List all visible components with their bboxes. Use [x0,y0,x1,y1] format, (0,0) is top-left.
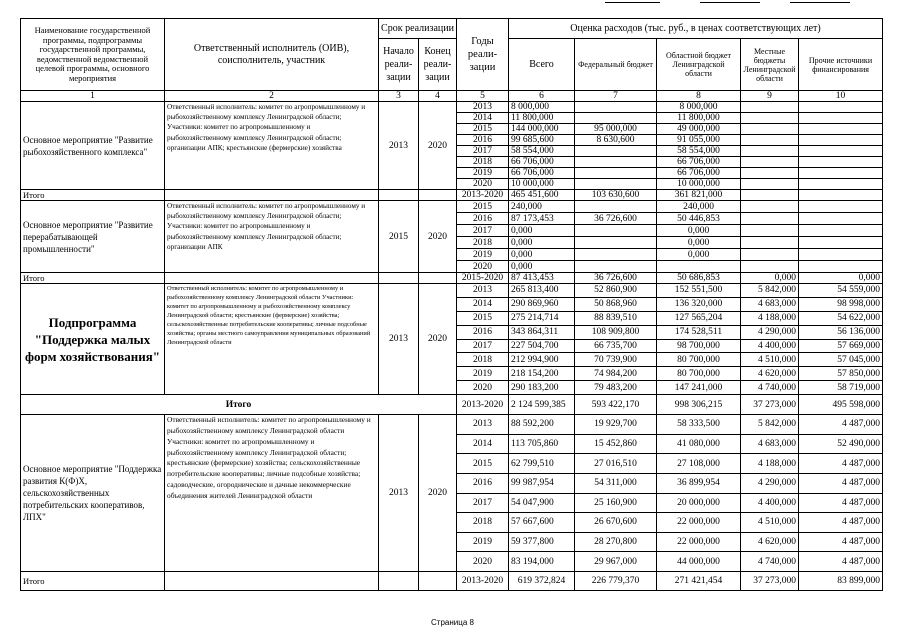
federal-cell: 88 839,510 [575,311,657,325]
federal-cell: 79 483,200 [575,381,657,395]
regional-cell: 147 241,000 [657,381,741,395]
other-cell [799,201,883,213]
regional-cell: 240,000 [657,201,741,213]
other-cell [799,102,883,113]
year-cell: 2020 [457,179,509,190]
local-cell [741,135,799,146]
top-border-line-left [605,2,660,3]
header-term-group: Срок реализации [379,19,457,39]
year-cell: 2017 [457,225,509,237]
regional-cell: 80 700,000 [657,367,741,381]
total-cell: 212 994,900 [509,353,575,367]
other-cell: 4 487,000 [799,473,883,493]
total-cell: 11 800,000 [509,113,575,124]
year-cell: 2016 [457,213,509,225]
table-row [21,102,883,113]
itogo-federal: 36 726,600 [575,273,657,284]
table-row [21,284,883,298]
table-body [21,19,883,591]
federal-cell [575,225,657,237]
other-cell: 54 559,000 [799,284,883,298]
responsible-executor: Ответственный исполнитель: комитет по агропромышленному и рыбохозяйственному комплексу Ленинградской области; Участники: комитет по агропромышленному и рыбохозяйственному комплексу Ленинградской области; организации АПК [165,201,379,273]
measure-name: Основное мероприятие "Развитие рыбохозяйственного комплекса" [21,102,165,190]
total-cell: 0,000 [509,225,575,237]
local-cell [741,179,799,190]
year-cell: 2014 [457,113,509,124]
regional-cell: 20 000,000 [657,493,741,513]
local-cell [741,225,799,237]
itogo-regional: 50 686,853 [657,273,741,284]
local-cell: 4 400,000 [741,493,799,513]
regional-cell: 0,000 [657,237,741,249]
itogo-local: 37 273,000 [741,571,799,590]
total-cell: 54 047,900 [509,493,575,513]
local-cell: 5 842,000 [741,284,799,298]
end-year: 2020 [419,102,457,190]
other-cell [799,135,883,146]
measure-name: Основное мероприятие "Развитие перерабатывающей промышленности" [21,201,165,273]
year-cell: 2020 [457,381,509,395]
itogo-local [741,190,799,201]
total-cell: 83 194,000 [509,552,575,572]
federal-cell: 95 000,000 [575,124,657,135]
year-cell: 2017 [457,339,509,353]
regional-cell: 36 899,954 [657,473,741,493]
itogo-row [21,571,883,590]
header-years: Годы реали-зации [457,19,509,91]
year-cell: 2013 [457,284,509,298]
regional-cell: 152 551,500 [657,284,741,298]
year-cell: 2015 [457,124,509,135]
other-cell [799,249,883,261]
local-cell [741,249,799,261]
federal-cell: 54 311,000 [575,473,657,493]
federal-cell [575,201,657,213]
total-cell: 0,000 [509,249,575,261]
other-cell [799,146,883,157]
start-year: 2015 [379,201,419,273]
itogo-other [799,190,883,201]
federal-cell: 29 967,000 [575,552,657,572]
other-cell: 4 487,000 [799,493,883,513]
other-cell [799,124,883,135]
other-cell [799,213,883,225]
empty-cell [165,571,379,590]
year-cell: 2017 [457,146,509,157]
header-local: Местные бюджеты Ленинградской области [741,39,799,91]
federal-cell [575,261,657,273]
year-cell: 2016 [457,473,509,493]
other-cell: 4 487,000 [799,415,883,435]
total-cell: 227 504,700 [509,339,575,353]
regional-cell: 41 080,000 [657,434,741,454]
start-year: 2013 [379,102,419,190]
local-cell: 4 510,000 [741,513,799,533]
total-cell: 265 813,400 [509,284,575,298]
year-cell: 2020 [457,261,509,273]
regional-cell: 0,000 [657,225,741,237]
local-cell: 4 620,000 [741,532,799,552]
federal-cell [575,168,657,179]
local-cell [741,168,799,179]
top-border-line-mid [700,2,760,3]
federal-cell [575,179,657,190]
column-numbers-row [21,91,883,102]
other-cell: 4 487,000 [799,454,883,474]
local-cell: 5 842,000 [741,415,799,435]
itogo-label: Итого [21,190,165,201]
federal-cell: 74 984,200 [575,367,657,381]
itogo-federal: 103 630,600 [575,190,657,201]
total-cell: 113 705,860 [509,434,575,454]
other-cell [799,261,883,273]
year-cell: 2018 [457,157,509,168]
itogo-year: 2013-2020 [457,571,509,590]
responsible-executor: Ответственный исполнитель: комитет по агропромышленному и рыбохозяйственному комплексу Ленинградской области Участники: комитет по агропромышленному и рыбохозяйственному комплексу Ленинградской области; крестьянские (фермерские) хозяйства; сельскохозяйственные потребительские кооперативы; личные подсобные хозяйства; садоводческие, огороднические и дачные некоммерческие объединения жителей Ленинградской области [165,415,379,572]
year-cell: 2016 [457,325,509,339]
other-cell: 52 490,000 [799,434,883,454]
other-cell [799,168,883,179]
local-cell [741,113,799,124]
federal-cell: 52 860,900 [575,284,657,298]
year-cell: 2015 [457,201,509,213]
table-row [21,415,883,435]
year-cell: 2015 [457,454,509,474]
total-cell: 99 685,600 [509,135,575,146]
budget-table [20,18,883,591]
empty-cell [379,571,419,590]
federal-cell: 8 630,600 [575,135,657,146]
other-cell: 58 719,000 [799,381,883,395]
col-number: 9 [741,91,799,102]
year-cell: 2013 [457,415,509,435]
federal-cell [575,237,657,249]
federal-cell [575,157,657,168]
responsible-executor: Ответственный исполнитель: комитет по агропромышленному и рыбохозяйственному комплексу Ленинградской области; Участники: комитет по агропромышленному и рыбохозяйственному комплексу Ленинградской области; организации АПК; крестьянские (фермерские) хозяйства [165,102,379,190]
itogo-regional: 998 306,215 [657,395,741,415]
col-number: 1 [21,91,165,102]
federal-cell [575,102,657,113]
col-number: 5 [457,91,509,102]
total-cell: 240,000 [509,201,575,213]
local-cell: 4 188,000 [741,454,799,474]
total-cell: 87 173,453 [509,213,575,225]
header-regional: Областной бюджет Ленинградской области [657,39,741,91]
itogo-row [21,273,883,284]
page-number: Страница 8 [431,618,474,627]
total-cell: 58 554,000 [509,146,575,157]
local-cell: 4 400,000 [741,339,799,353]
federal-cell: 70 739,900 [575,353,657,367]
year-cell: 2020 [457,552,509,572]
itogo-other: 495 598,000 [799,395,883,415]
local-cell: 4 683,000 [741,297,799,311]
regional-cell: 49 000,000 [657,124,741,135]
total-cell: 62 799,510 [509,454,575,474]
end-year: 2020 [419,284,457,395]
local-cell [741,213,799,225]
federal-cell: 108 909,800 [575,325,657,339]
empty-cell [165,273,379,284]
col-number: 6 [509,91,575,102]
header-col-responsible: Ответственный исполнитель (ОИВ), соисполнитель, участник [165,19,379,91]
empty-cell [419,571,457,590]
local-cell [741,261,799,273]
header-total: Всего [509,39,575,91]
other-cell: 57 669,000 [799,339,883,353]
other-cell [799,179,883,190]
itogo-year: 2015-2020 [457,273,509,284]
total-cell: 343 864,311 [509,325,575,339]
local-cell [741,146,799,157]
header-cost-group: Оценка расходов (тыс. руб., в ценах соответствующих лет) [509,19,883,39]
total-cell: 66 706,000 [509,157,575,168]
other-cell [799,113,883,124]
regional-cell: 91 055,000 [657,135,741,146]
local-cell: 4 740,000 [741,552,799,572]
itogo-regional: 361 821,000 [657,190,741,201]
total-cell: 0,000 [509,261,575,273]
total-cell: 99 987,954 [509,473,575,493]
regional-cell: 22 000,000 [657,532,741,552]
empty-cell [419,190,457,201]
federal-cell: 19 929,700 [575,415,657,435]
itogo-year: 2013-2020 [457,395,509,415]
federal-cell: 25 160,900 [575,493,657,513]
other-cell [799,237,883,249]
empty-cell [419,273,457,284]
measure-name: Подпрограмма "Поддержка малых форм хозяйствования" [21,284,165,395]
federal-cell: 36 726,600 [575,213,657,225]
itogo-label: Итого [21,273,165,284]
year-cell: 2013 [457,102,509,113]
other-cell: 57 045,000 [799,353,883,367]
federal-cell [575,113,657,124]
total-cell: 59 377,800 [509,532,575,552]
local-cell [741,201,799,213]
local-cell: 4 290,000 [741,473,799,493]
col-number: 10 [799,91,883,102]
local-cell [741,157,799,168]
federal-cell [575,146,657,157]
local-cell [741,102,799,113]
itogo-total: 2 124 599,385 [509,395,575,415]
regional-cell: 174 528,511 [657,325,741,339]
header-row-1 [21,19,883,39]
regional-cell: 66 706,000 [657,168,741,179]
top-border-line-right [790,2,850,3]
itogo-row [21,190,883,201]
regional-cell: 98 700,000 [657,339,741,353]
regional-cell: 22 000,000 [657,513,741,533]
header-term-start: Начало реали-зации [379,39,419,91]
federal-cell: 66 735,700 [575,339,657,353]
empty-cell [379,273,419,284]
header-other: Прочие источники финансирования [799,39,883,91]
col-number: 3 [379,91,419,102]
local-cell: 4 740,000 [741,381,799,395]
regional-cell: 136 320,000 [657,297,741,311]
regional-cell: 0,000 [657,249,741,261]
year-cell: 2018 [457,353,509,367]
table-row [21,201,883,213]
local-cell: 4 290,000 [741,325,799,339]
year-cell: 2019 [457,249,509,261]
measure-name: Основное мероприятие "Поддержка развития К(Ф)Х, сельскохозяйственных потребительских кооперативов, ЛПХ" [21,415,165,572]
other-cell: 54 622,000 [799,311,883,325]
total-cell: 88 592,200 [509,415,575,435]
regional-cell: 58 554,000 [657,146,741,157]
year-cell: 2016 [457,135,509,146]
end-year: 2020 [419,415,457,572]
total-cell: 0,000 [509,237,575,249]
federal-cell: 50 868,960 [575,297,657,311]
other-cell [799,225,883,237]
total-cell: 8 000,000 [509,102,575,113]
other-cell [799,157,883,168]
regional-cell: 27 108,000 [657,454,741,474]
regional-cell: 66 706,000 [657,157,741,168]
federal-cell: 28 270,800 [575,532,657,552]
other-cell: 56 136,000 [799,325,883,339]
local-cell [741,124,799,135]
itogo-regional: 271 421,454 [657,571,741,590]
total-cell: 290 869,960 [509,297,575,311]
regional-cell: 10 000,000 [657,179,741,190]
itogo-local: 0,000 [741,273,799,284]
itogo-local: 37 273,000 [741,395,799,415]
year-cell: 2014 [457,297,509,311]
header-federal: Федеральный бюджет [575,39,657,91]
itogo-federal: 226 779,370 [575,571,657,590]
empty-cell [165,190,379,201]
year-cell: 2019 [457,367,509,381]
col-number: 7 [575,91,657,102]
total-cell: 275 214,714 [509,311,575,325]
start-year: 2013 [379,415,419,572]
total-cell: 57 667,600 [509,513,575,533]
total-cell: 144 000,000 [509,124,575,135]
col-number: 8 [657,91,741,102]
year-cell: 2015 [457,311,509,325]
local-cell: 4 683,000 [741,434,799,454]
end-year: 2020 [419,201,457,273]
regional-cell: 58 333,500 [657,415,741,435]
regional-cell: 127 565,204 [657,311,741,325]
regional-cell: 44 000,000 [657,552,741,572]
other-cell: 4 487,000 [799,513,883,533]
local-cell: 4 620,000 [741,367,799,381]
regional-cell: 50 446,853 [657,213,741,225]
itogo-total: 87 413,453 [509,273,575,284]
itogo-other: 83 899,000 [799,571,883,590]
regional-cell: 80 700,000 [657,353,741,367]
federal-cell: 15 452,860 [575,434,657,454]
other-cell: 4 487,000 [799,552,883,572]
itogo-federal: 593 422,170 [575,395,657,415]
federal-cell: 27 016,510 [575,454,657,474]
other-cell: 57 850,000 [799,367,883,381]
regional-cell: 11 800,000 [657,113,741,124]
col-number: 2 [165,91,379,102]
other-cell: 4 487,000 [799,532,883,552]
year-cell: 2018 [457,237,509,249]
local-cell: 4 188,000 [741,311,799,325]
year-cell: 2019 [457,532,509,552]
itogo-label: Итого [21,571,165,590]
federal-cell [575,249,657,261]
itogo-label: Итого [21,395,457,415]
total-cell: 218 154,200 [509,367,575,381]
start-year: 2013 [379,284,419,395]
header-col-name: Наименование государственной программы, подпрограммы государственной программы, ведомственной ведомственной целевой программы, основного мероприятия [21,19,165,91]
itogo-total: 619 372,824 [509,571,575,590]
total-cell: 66 706,000 [509,168,575,179]
regional-cell: 8 000,000 [657,102,741,113]
local-cell: 4 510,000 [741,353,799,367]
other-cell: 98 998,000 [799,297,883,311]
year-cell: 2019 [457,168,509,179]
itogo-total: 465 451,600 [509,190,575,201]
itogo-row [21,395,883,415]
total-cell: 290 183,200 [509,381,575,395]
local-cell [741,237,799,249]
itogo-other: 0,000 [799,273,883,284]
regional-cell [657,261,741,273]
responsible-executor: Ответственный исполнитель: комитет по агропромышленному и рыбохозяйственному комплексу Ленинградской области Участники: комитет по агропромышленному и рыбохозяйственному комплексу Ленинградской области; крестьянские (фермерские) хозяйства; сельскохозяйственные потребительские кооперативы; личные подсобные хозяйства; органы местного самоуправления муниципальных образований Ленинградской области [165,284,379,395]
itogo-year: 2013-2020 [457,190,509,201]
year-cell: 2014 [457,434,509,454]
header-term-end: Конец реали-зации [419,39,457,91]
total-cell: 10 000,000 [509,179,575,190]
federal-cell: 26 670,600 [575,513,657,533]
col-number: 4 [419,91,457,102]
year-cell: 2018 [457,513,509,533]
year-cell: 2017 [457,493,509,513]
empty-cell [379,190,419,201]
